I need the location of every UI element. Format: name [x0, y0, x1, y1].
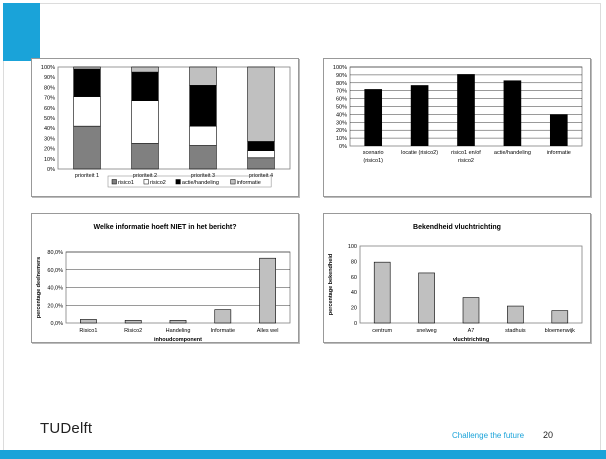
bar-segment [190, 146, 217, 169]
y-tick-label: 80 [350, 259, 357, 266]
y-tick-label: 100 [347, 244, 357, 250]
tu-delft-logo [40, 420, 92, 437]
y-tick-label: 20% [43, 146, 55, 153]
chart-title: Bekendheid vluchtrichting [413, 224, 501, 231]
bar-segment [248, 151, 275, 158]
bar-segment [132, 67, 159, 72]
y-tick-label: 0% [339, 144, 347, 150]
bar-segment [248, 158, 275, 169]
bar-segment [74, 97, 101, 127]
y-tick-label: 70% [335, 88, 347, 95]
bar-segment [190, 67, 217, 85]
x-tick-label: prioriteit 2 [132, 173, 158, 179]
y-tick-label: 50% [43, 116, 55, 122]
y-tick-label: 40% [335, 112, 347, 119]
y-tick-label: 60 [350, 274, 357, 281]
y-tick-label: 30% [335, 120, 347, 127]
bar-segment [74, 67, 101, 69]
x-tick-label: actie/handeling [493, 150, 531, 156]
y-tick-label: 90% [335, 72, 347, 79]
x-tick-label: Risico1 [79, 328, 98, 334]
x-tick-label: scenario [362, 150, 384, 156]
bar [504, 80, 522, 146]
bar-segment [248, 141, 275, 150]
y-tick-label: 40% [43, 126, 55, 133]
bar-segment [132, 144, 159, 170]
x-tick-label: A7 [467, 328, 475, 334]
y-tick-label: 80% [335, 80, 347, 87]
bar [457, 74, 475, 146]
y-tick-label: 0,0% [50, 321, 63, 327]
bar [463, 298, 479, 323]
legend-swatch [112, 180, 117, 185]
y-tick-label: 80,0% [47, 250, 63, 256]
bar-segment [190, 85, 217, 126]
x-tick-label: risico1 en/of [451, 150, 481, 156]
x-axis-label: inhoudcomponent [154, 337, 202, 342]
y-tick-label: 100% [332, 65, 347, 71]
y-tick-label: 50% [335, 104, 347, 111]
logo-text: TUDelft [40, 420, 93, 437]
x-tick-label: centrum [372, 328, 393, 334]
y-tick-label: 0% [47, 167, 55, 173]
chart-panel-not-in-message [31, 213, 299, 343]
bar-chart-evacuation-direction [324, 214, 590, 342]
y-tick-label: 70% [43, 95, 55, 102]
x-tick-label: stadhuis [505, 328, 526, 334]
legend-swatch [176, 180, 181, 185]
bar [411, 85, 429, 146]
y-tick-label: 30% [43, 136, 55, 143]
bottom-accent-bar [0, 450, 606, 459]
bar [125, 320, 141, 323]
x-tick-label: risico2 [458, 158, 474, 164]
y-tick-label: 10% [43, 156, 55, 163]
y-tick-label: 60% [43, 105, 55, 112]
x-tick-label: Alles wel [256, 328, 279, 334]
bar-segment [132, 72, 159, 101]
y-axis-label: percentage bekendheid [328, 253, 334, 316]
x-tick-label: prioriteit 1 [74, 173, 100, 179]
y-tick-label: 40 [350, 290, 357, 297]
x-axis-label: vluchtrichting [452, 337, 490, 342]
bar-segment [190, 126, 217, 145]
bar [507, 306, 523, 323]
bar [80, 319, 96, 323]
x-tick-label: Risico2 [124, 328, 143, 334]
bar-segment [248, 67, 275, 141]
chart-title: Welke informatie hoeft NIET in het bericht? [93, 224, 237, 231]
legend-label: risico1 [118, 180, 134, 186]
x-tick-label: snelweg [416, 328, 437, 334]
bar-segment [74, 69, 101, 97]
bar [419, 273, 435, 323]
legend-swatch [231, 180, 236, 185]
x-tick-label: (risico1) [363, 158, 383, 164]
x-tick-label: prioriteit 3 [190, 173, 216, 179]
y-tick-label: 60,0% [47, 267, 63, 274]
bar-chart-not-in-message [32, 214, 298, 342]
x-tick-label: prioriteit 4 [248, 173, 274, 179]
bar [260, 258, 276, 323]
y-tick-label: 20% [335, 128, 347, 135]
y-tick-label: 90% [43, 75, 55, 82]
legend-label: risico2 [149, 180, 166, 186]
chart-panel-evacuation-direction [323, 213, 591, 343]
y-tick-label: 10% [335, 136, 347, 143]
bar [170, 320, 186, 323]
legend-label: actie/handeling [181, 180, 219, 186]
bar [552, 311, 568, 323]
chart-panel-priorities [31, 58, 299, 197]
stacked-bar-chart [32, 59, 298, 196]
y-tick-label: 40,0% [47, 285, 63, 292]
x-tick-label: Informatie [210, 328, 236, 334]
x-tick-label: Handeling [165, 328, 191, 334]
x-tick-label: informatie [546, 150, 571, 156]
legend-label: informatie [236, 180, 261, 186]
bar-segment [74, 126, 101, 169]
bar [550, 114, 568, 146]
bar [364, 89, 382, 146]
page-number: 20 [543, 430, 554, 440]
y-axis-label: percentage deelnemers [36, 256, 42, 319]
legend-swatch [144, 180, 149, 185]
bar [215, 310, 231, 323]
y-tick-label: 0 [353, 321, 357, 327]
chart-panel-components [323, 58, 591, 197]
bar-chart-components [324, 59, 590, 196]
x-tick-label: locatie (risico2) [401, 150, 439, 156]
y-tick-label: 60% [335, 96, 347, 103]
y-tick-label: 80% [43, 85, 55, 92]
bar-segment [132, 101, 159, 144]
y-tick-label: 20,0% [47, 303, 63, 310]
y-tick-label: 100% [40, 65, 55, 71]
bar [374, 262, 390, 323]
y-tick-label: 20 [350, 305, 357, 312]
footer-tagline: Challenge the future [452, 431, 525, 440]
x-tick-label: bloemenwijk [544, 328, 575, 334]
accent-block [3, 3, 40, 61]
